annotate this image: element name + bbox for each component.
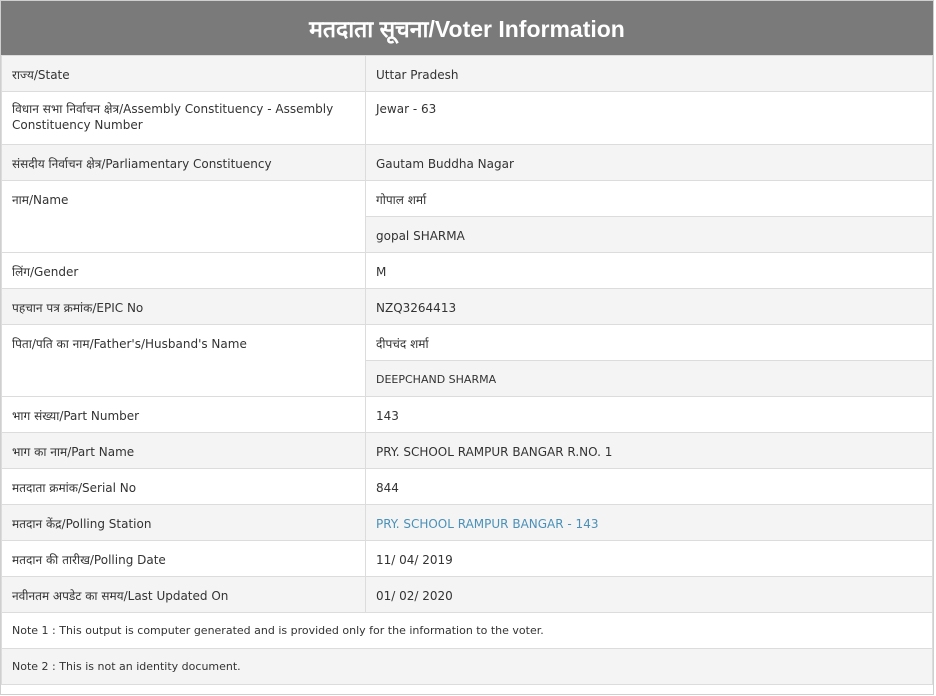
epic-label: पहचान पत्र क्रमांक/EPIC No: [2, 289, 366, 325]
row-parliamentary: [2, 145, 933, 181]
last-updated-label: नवीनतम अपडेट का समय/Last Updated On: [2, 577, 366, 613]
row-part-name: [2, 433, 933, 469]
polling-date-label: मतदान की तारीख/Polling Date: [2, 541, 366, 577]
row-note-2: [2, 649, 933, 685]
part-name-label: भाग का नाम/Part Name: [2, 433, 366, 469]
note-1: Note 1 : This output is computer generated and is provided only for the information to the voter.: [2, 613, 933, 649]
polling-date-value: 11/ 04/ 2019: [366, 541, 933, 577]
name-label: नाम/Name: [2, 181, 366, 253]
polling-station-label: मतदान केंद्र/Polling Station: [2, 505, 366, 541]
serial-value: 844: [366, 469, 933, 505]
row-state: [2, 56, 933, 92]
row-epic: [2, 289, 933, 325]
row-gender: [2, 253, 933, 289]
father-label: पिता/पति का नाम/Father's/Husband's Name: [2, 325, 366, 397]
last-updated-value: 01/ 02/ 2020: [366, 577, 933, 613]
row-note-1: [2, 613, 933, 649]
part-number-label: भाग संख्या/Part Number: [2, 397, 366, 433]
row-name: [2, 181, 933, 217]
state-value: Uttar Pradesh: [366, 56, 933, 92]
gender-label: लिंग/Gender: [2, 253, 366, 289]
assembly-value: Jewar - 63: [366, 92, 933, 145]
name-value-english: gopal SHARMA: [366, 217, 933, 253]
row-polling-station: [2, 505, 933, 541]
row-father: [2, 325, 933, 361]
row-assembly: [2, 92, 933, 145]
parliamentary-value: Gautam Buddha Nagar: [366, 145, 933, 181]
row-last-updated: [2, 577, 933, 613]
polling-station-link[interactable]: PRY. SCHOOL RAMPUR BANGAR - 143: [376, 517, 599, 531]
parliamentary-label: संसदीय निर्वाचन क्षेत्र/Parliamentary Constituency: [2, 145, 366, 181]
father-value-english: DEEPCHAND SHARMA: [366, 361, 933, 397]
row-part-number: [2, 397, 933, 433]
row-serial: [2, 469, 933, 505]
page-title: मतदाता सूचना/Voter Information: [1, 1, 933, 55]
note-2: Note 2 : This is not an identity document.: [2, 649, 933, 685]
epic-value: NZQ3264413: [366, 289, 933, 325]
row-polling-date: [2, 541, 933, 577]
father-value-hindi: दीपचंद शर्मा: [366, 325, 933, 361]
part-number-value: 143: [366, 397, 933, 433]
assembly-label: विधान सभा निर्वाचन क्षेत्र/Assembly Constituency - Assembly Constituency Number: [2, 92, 366, 145]
voter-info-table: [1, 55, 933, 685]
serial-label: मतदाता क्रमांक/Serial No: [2, 469, 366, 505]
polling-station-cell: [366, 505, 933, 541]
gender-value: M: [366, 253, 933, 289]
state-label: राज्य/State: [2, 56, 366, 92]
name-value-hindi: गोपाल शर्मा: [366, 181, 933, 217]
part-name-value: PRY. SCHOOL RAMPUR BANGAR R.NO. 1: [366, 433, 933, 469]
